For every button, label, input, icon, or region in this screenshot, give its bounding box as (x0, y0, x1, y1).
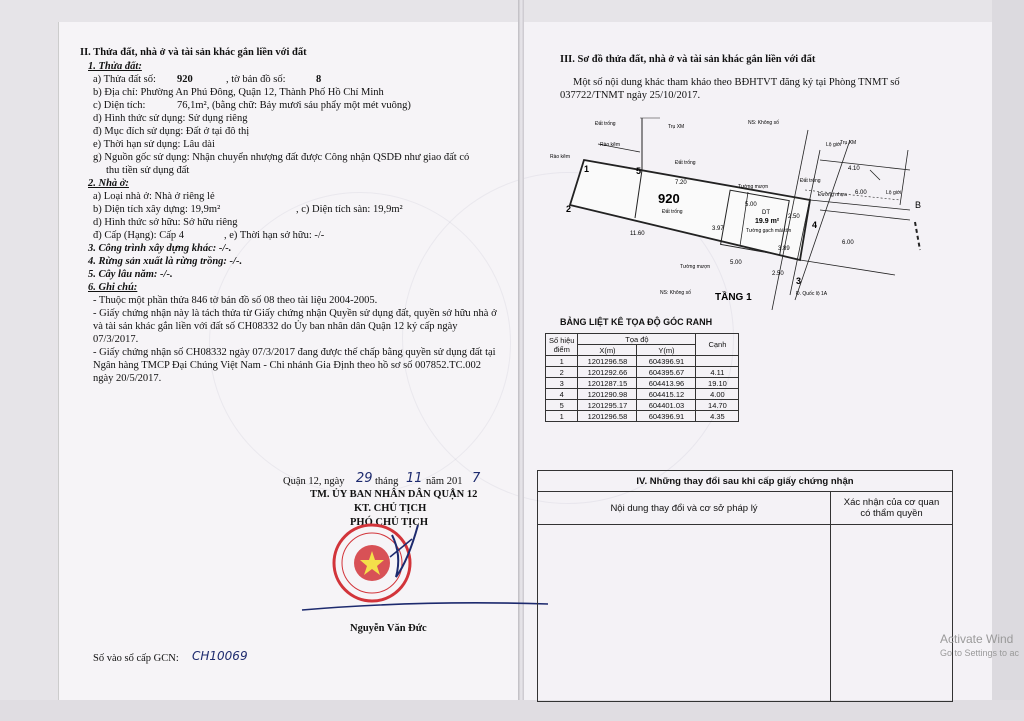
reference-line-2: 037722/TNMT ngày 25/10/2017. (560, 90, 701, 101)
map-sheet-label: , tờ bản đồ số: (226, 74, 286, 85)
note-2: - Giấy chứng nhận này là tách thửa từ Giấy chứng nhận Quyền sử dụng đất, quyền sở hữu nhà ở và tài sản khác gắn liền với đất số CH08332 do Ủy ban nhân dân Quận 12 ký cấp ngày 07/3/2017. (93, 308, 497, 345)
usage-form: d) Hình thức sử dụng: Sử dụng riêng (93, 113, 248, 124)
production-forest: 4. Rừng sản xuất là rừng trồng: -/-. (88, 256, 243, 267)
floor-area: , c) Diện tích sàn: 19,9m² (296, 204, 403, 215)
map-dt-label: DT (762, 210, 770, 216)
changes-body-content (538, 525, 831, 702)
map-dt-value: 19.9 m² (755, 218, 780, 225)
map-ns-bottom: NS: Không số (660, 290, 691, 296)
map-road-name: Đ. Quốc lộ 1A (796, 291, 828, 297)
issue-year-digit: 7 (472, 471, 481, 486)
map-ns-top: NS: Không số (748, 120, 779, 126)
map-empty-right: Đất trống (800, 178, 821, 184)
map-dim-250b: 2.50 (772, 271, 784, 277)
map-point-5: 5 (636, 166, 642, 176)
map-dim-1160: 11.60 (630, 231, 645, 237)
map-dim-500b: 5.00 (730, 260, 742, 266)
changes-body-approval (831, 525, 953, 702)
signing-role: KT. CHỦ TỊCH (354, 503, 427, 514)
signing-authority: TM. ỦY BAN NHÂN DÂN QUẬN 12 (310, 489, 478, 500)
official-seal-stamp (330, 515, 430, 605)
signer-name: Nguyễn Văn Đức (350, 623, 427, 634)
changes-table (537, 470, 953, 702)
coords-header-x: X(m) (578, 345, 637, 356)
coords-header-edge: Cạnh (696, 334, 739, 356)
note-3: - Giấy chứng nhận số CH08332 ngày 07/3/2017 đang được thế chấp bằng quyền sử dụng đất tại Ngân hàng TMCP Đại Chúng Việt Nam - Chi nhánh Gia Định theo hồ sơ số 007852.TC.002 ngày 20/5/2017. (93, 347, 496, 384)
parcel-diagram (550, 110, 950, 310)
map-fence-1: Rào kẽm (550, 154, 571, 160)
usage-origin-cont: thu tiền sử dụng đất (106, 165, 190, 176)
gcn-entry-label: Số vào sổ cấp GCN: (93, 653, 179, 664)
usage-purpose: đ) Mục đích sử dụng: Đất ở tại đô thị (93, 126, 250, 137)
map-empty-top: Đất trống (595, 121, 616, 127)
map-letter-b: B (915, 200, 922, 210)
land-heading: 1. Thửa đất: (88, 61, 142, 72)
map-dim-600b: 6.00 (842, 240, 854, 246)
map-fence-2: Rào kẽm (600, 142, 621, 148)
note-1: - Thuộc một phần thửa 846 tờ bản đồ số 08 theo tài liệu 2004-2005. (93, 295, 378, 306)
map-roof: Tường gạch mái tôn (746, 228, 792, 234)
map-dim-397: 3.97 (712, 226, 724, 232)
section-ii-title: II. Thửa đất, nhà ở và tài sản khác gắn liền với đất (80, 47, 307, 58)
issue-month-label: tháng (375, 476, 399, 487)
coords-table-title: BẢNG LIỆT KÊ TỌA ĐỘ GÓC RANH (560, 317, 713, 327)
construction-area: b) Diện tích xây dựng: 19,9m² (93, 204, 221, 215)
changes-title-row (538, 471, 953, 492)
table-row: 1 1201296.58 604396.91 (546, 356, 739, 367)
map-tong-xm-2: Trụ XM (840, 140, 857, 146)
map-road-boundary: Lộ giới (886, 190, 902, 196)
changes-header-content: Nội dung thay đổi và cơ sở pháp lý (538, 492, 831, 525)
house-type: a) Loại nhà ở: Nhà ở riêng lẻ (93, 191, 215, 202)
map-sub-land: Đất trống (662, 209, 683, 215)
coordinates-table (545, 333, 739, 422)
map-point-1: 1 (584, 164, 590, 174)
issue-month: 11 (406, 471, 423, 486)
land-area-label: c) Diện tích: (93, 100, 146, 111)
map-borrowed-wall-2: Tường mượn (680, 264, 711, 270)
table-row: 1 1201296.58 604396.91 4.35 (546, 411, 739, 422)
usage-term: e) Thời hạn sử dụng: Lâu dài (93, 139, 215, 150)
changes-body-row (538, 525, 953, 702)
map-point-3: 3 (796, 276, 802, 286)
coords-header-point: Số hiệu điểm (546, 334, 578, 356)
coords-header-coord: Tọa độ (578, 334, 696, 345)
table-row: 3 1201287.15 604413.96 19.10 (546, 378, 739, 389)
signing-title: PHÓ CHỦ TỊCH (350, 517, 428, 528)
activate-windows-subtitle: Go to Settings to ac (940, 648, 1020, 658)
map-empty-mid: Đất trống (675, 160, 696, 166)
perennial-trees: 5. Cây lâu năm: -/-. (88, 269, 173, 280)
map-floor-label: TẦNG 1 (715, 292, 752, 303)
issue-year-label: năm 201 (426, 476, 463, 487)
map-road-boundary-2: Lộ giới (826, 142, 842, 148)
map-dim-500a: 5.00 (745, 202, 757, 208)
activate-windows-title: Activate Wind (940, 632, 1014, 646)
other-works: 3. Công trình xây dựng khác: -/-. (88, 243, 232, 254)
house-heading: 2. Nhà ở: (88, 178, 129, 189)
changes-title: IV. Những thay đổi sau khi cấp giấy chứng nhận (538, 471, 953, 492)
coords-header-row (546, 334, 739, 345)
notes-heading: 6. Ghi chú: (88, 282, 138, 293)
map-parcel-number: 920 (658, 191, 680, 206)
table-row: 2 1201292.66 604395.67 4.11 (546, 367, 739, 378)
table-row: 5 1201295.17 604401.03 14.70 (546, 400, 739, 411)
scan-edge-bottom (0, 700, 1024, 721)
table-row: 4 1201290.98 604415.12 4.00 (546, 389, 739, 400)
coords-header-y: Y(m) (637, 345, 696, 356)
map-dim-720: 7.20 (675, 180, 687, 186)
ownership-form: d) Hình thức sở hữu: Sở hữu riêng (93, 217, 238, 228)
signature-stroke (300, 596, 560, 616)
map-point-2: 2 (566, 204, 572, 214)
reference-line-1: Một số nội dung khác tham khảo theo BĐHTVT đăng ký tại Phòng TNMT số (573, 77, 900, 88)
map-dim-600a: 6.00 (855, 190, 867, 196)
land-number-label: a) Thửa đất số: (93, 74, 156, 85)
map-sheet-number: 8 (316, 74, 322, 85)
map-dim-389: 3.89 (778, 246, 790, 252)
map-tong-xm: Trụ XM (668, 124, 685, 130)
map-dim-410: 4.10 (848, 166, 860, 172)
map-point-4: 4 (812, 220, 818, 230)
gcn-entry-number: CH10069 (192, 649, 248, 663)
house-grade: đ) Cấp (Hạng): Cấp 4 (93, 230, 184, 241)
ownership-term: , e) Thời hạn sở hữu: -/- (224, 230, 325, 241)
land-number: 920 (177, 74, 193, 85)
land-address: b) Địa chỉ: Phường An Phú Đông, Quận 12, Thành Phố Hồ Chí Minh (93, 87, 384, 98)
usage-origin: g) Nguồn gốc sử dụng: Nhận chuyển nhượng đất được Công nhận QSDĐ như giao đất có (93, 152, 470, 163)
changes-header-row (538, 492, 953, 525)
land-area: 76,1m², (bằng chữ: Bảy mươi sáu phẩy một mét vuông) (177, 100, 411, 111)
issue-date-prefix: Quận 12, ngày (283, 476, 345, 487)
scan-edge (992, 0, 1024, 721)
map-asphalt-road: Đường nhựa (818, 192, 847, 198)
map-dim-250a: 2.50 (788, 214, 800, 220)
section-iii-title: III. Sơ đồ thửa đất, nhà ở và tài sản khác gắn liền với đất (560, 54, 816, 65)
issue-day: 29 (356, 471, 373, 486)
changes-header-approval: Xác nhận của cơ quan có thẩm quyền (831, 492, 953, 525)
map-borrowed-wall: Tường mượn (738, 184, 769, 190)
